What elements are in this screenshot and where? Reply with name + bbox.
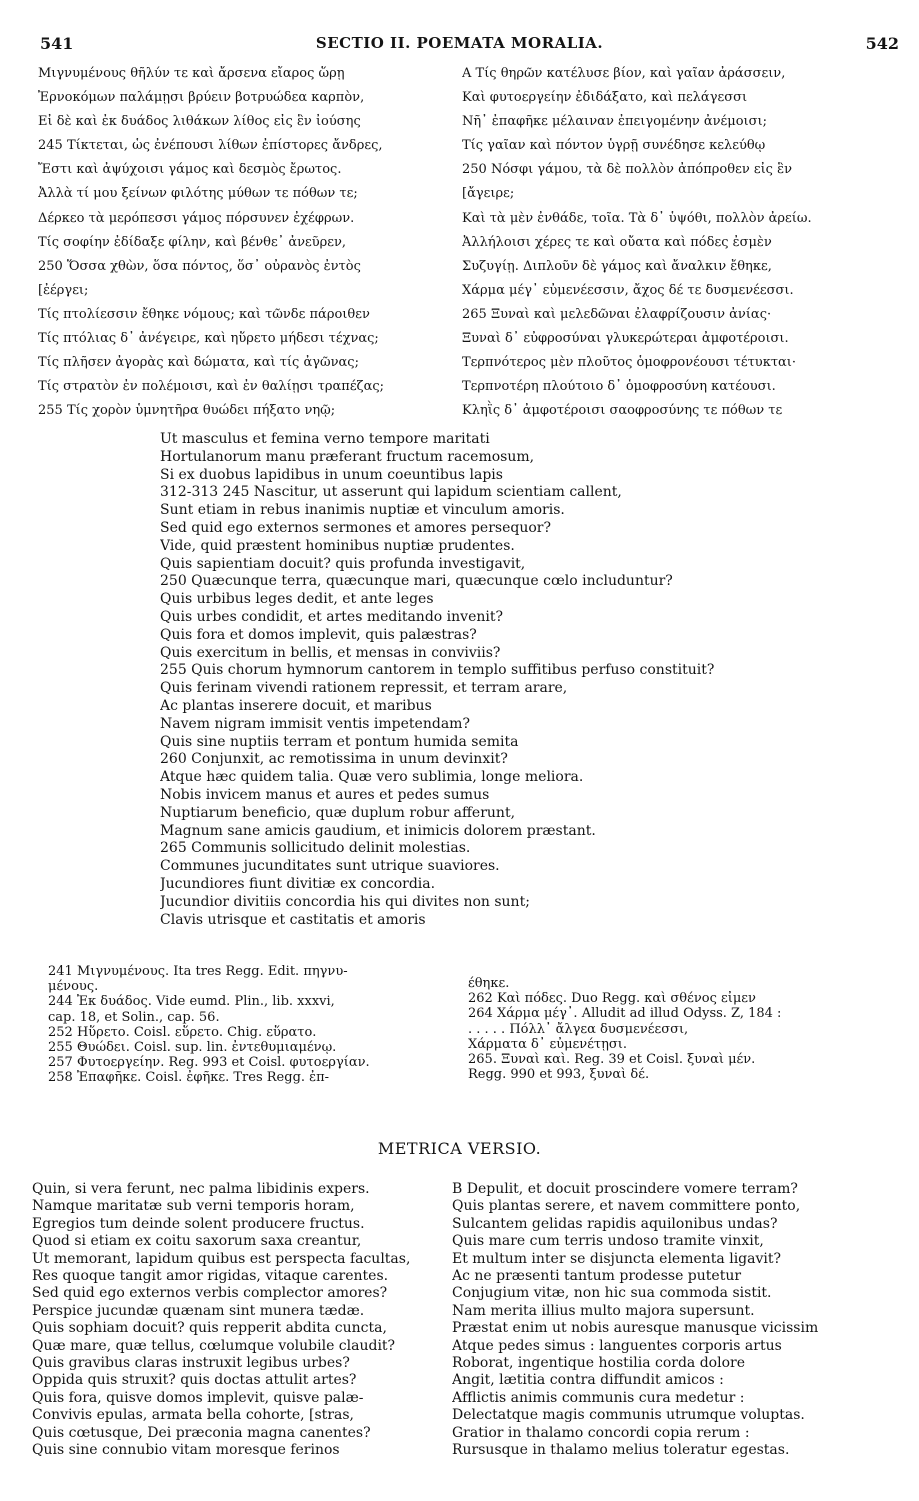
verse-line: Conjugium vitæ, non hic sua commoda sistit.	[452, 1285, 772, 1302]
verse-line: Præstat enim ut nobis auresque manusque vicissim	[452, 1320, 819, 1337]
footnote-line: 262 Καὶ πόδες. Duo Regg. καὶ σθένος εἶμεν	[468, 991, 756, 1007]
verse-line: Quod si etiam ex coitu saxorum saxa creantur,	[32, 1233, 362, 1250]
greek-line: [ἐέργει;	[38, 282, 89, 298]
verse-line: Convivis epulas, armata bella cohorte, [stras,	[32, 1407, 354, 1424]
latin-line: Nobis invicem manus et aures et pedes sumus	[160, 786, 490, 803]
latin-line: Quis urbibus leges dedit, et ante leges	[160, 591, 434, 608]
greek-line: Ἀλλὰ τί μου ξείνων φιλότης μύθων τε πόθων τε;	[38, 186, 358, 202]
verse-line: Quis sine connubio vitam moresque ferinos	[32, 1442, 340, 1459]
greek-line: Εἰ δὲ καὶ ἐκ δυάδος λιθάκων λίθος εἰς ἓν ἰούσης	[38, 114, 361, 130]
footnote-line: cap. 18, et Solin., cap. 56.	[48, 1009, 220, 1025]
latin-line: 260 Conjunxit, ac remotissima in unum devinxit?	[160, 751, 508, 768]
verse-line: Angit, lætitia contra diffundit amicos :	[452, 1372, 724, 1389]
greek-line: Νῆ᾿ ἐπαφῆκε μέλαιναν ἐπειγομένην ἀνέμοισι;	[462, 114, 767, 130]
verse-line: Et multum inter se disjuncta elementa ligavit?	[452, 1250, 781, 1267]
greek-text-left-column	[38, 62, 458, 423]
verse-line: Namque maritatæ sub verni temporis horam,	[32, 1198, 355, 1215]
verse-line: Roborat, ingentique hostilia corda dolore	[452, 1355, 745, 1372]
greek-line: [ἄγειρε;	[462, 186, 515, 202]
latin-line: Jucundior divitiis concordia his qui divites non sunt;	[160, 893, 530, 910]
footnote-line: 241 Μιγνυμένους. Ita tres Regg. Edit. πηγνυ-	[48, 964, 348, 979]
greek-line: Τίς πτολίεσσιν ἔθηκε νόμους; καὶ τῶνδε πάροιθεν	[38, 306, 370, 322]
verse-line: Rursusque in thalamo melius toleratur egestas.	[452, 1442, 790, 1459]
verse-line: Quis mare cum terris undoso tramite vinxit,	[452, 1233, 764, 1250]
greek-line: Καὶ φυτοεργείην ἐδιδάξατο, καὶ πελάγεσσι	[462, 90, 748, 106]
verse-line: Quis sophiam docuit? quis repperit abdita cuncta,	[32, 1320, 387, 1337]
metrica-versio-heading: METRICA VERSIO.	[377, 1139, 542, 1158]
verse-line: Gratior in thalamo concordi copia rerum :	[452, 1424, 750, 1441]
latin-line: Sed quid ego externos sermones et amores persequor?	[160, 519, 551, 536]
metrica-right-column	[452, 1181, 912, 1460]
latin-line: Vide, quid præstent hominibus nuptiæ prudentes.	[160, 537, 515, 554]
greek-line: Τίς πτόλιας δ᾿ ἀνέγειρε, καὶ ηὕρετο μήδεσι τέχνας;	[38, 331, 379, 347]
greek-text-right-column	[462, 62, 902, 423]
greek-line: 265 Ξυναὶ καὶ μελεδῶναι ἐλαφρίζουσιν ἀνίας·	[462, 306, 772, 322]
greek-line: 255 Τίς χορὸν ὑμνητῆρα θυώδει πήξατο νηῷ;	[38, 403, 336, 419]
footnote-line: . . . . . Πόλλ᾿ ἄλγεα δυσμενέεσσι,	[468, 1021, 689, 1037]
latin-line: Hortulanorum manu præferant fructum racemosum,	[160, 448, 535, 465]
verse-line: Ut memorant, lapidum quibus est perspecta facultas,	[32, 1250, 411, 1267]
footnote-line: μένους.	[48, 979, 99, 995]
greek-line: Τίς στρατὸν ἐν πολέμοισι, καὶ ἐν θαλίῃσι τραπέζας;	[38, 379, 385, 395]
greek-line: Μιγνυμένους θῆλύν τε καὶ ἄρσενα εἴαρος ὥρῃ	[38, 66, 345, 81]
greek-line: Ξυναὶ δ᾿ εὐφροσύναι γλυκερώτεραι ἀμφοτέροισι.	[462, 331, 789, 347]
page-number-left: 541	[40, 34, 74, 53]
greek-line: Ἔστι καὶ ἀψύχοισι γάμος καὶ δεσμὸς ἔρωτος.	[38, 162, 342, 178]
latin-line: Si ex duobus lapidibus in unum coeuntibus lapis	[160, 466, 503, 483]
greek-line: Ἐρνοκόμων παλάμῃσι βρύειν βοτρυώδεα καρπὸν,	[38, 90, 365, 106]
latin-line: Quis urbes condidit, et artes meditando invenit?	[160, 608, 503, 625]
latin-line: Clavis utrisque et castitatis et amoris	[160, 911, 426, 928]
verse-line: Quis plantas serere, et navem committere ponto,	[452, 1198, 801, 1215]
latin-line: 265 Communis sollicitudo delinit molestias.	[160, 840, 471, 857]
latin-line: Jucundiores fiunt divitiæ ex concordia.	[160, 875, 436, 892]
greek-line: Ἀλλήλοισι χέρες τε καὶ οὔατα καὶ πόδες ἐσμὲν	[462, 234, 772, 250]
verse-line: Sed quid ego externos verbis complector amores?	[32, 1285, 388, 1302]
verse-line: Oppida quis struxit? quis doctas attulit artes?	[32, 1372, 357, 1389]
latin-line: Atque hæc quidem talia. Quæ vero sublimia, longe meliora.	[160, 769, 584, 786]
running-title: SECTIO II. POEMATA MORALIA.	[315, 34, 604, 52]
footnote-line: Regg. 990 et 993, ξυναὶ δέ.	[468, 1067, 650, 1083]
footnote-line: 264 Χάρμα μέγ᾿. Alludit ad illud Odyss. Z, 184 :	[468, 1006, 782, 1022]
footnote-line: 265. Ξυναὶ καὶ. Reg. 39 et Coisl. ξυναὶ μέν.	[468, 1052, 756, 1068]
footnote-line: 255 Θυώδει. Coisl. sup. lin. ἐντεθυμιαμένῳ.	[48, 1040, 337, 1056]
verse-line: Ac ne præsenti tantum prodesse putetur	[452, 1268, 742, 1285]
verse-line: Res quoque tangit amor rigidas, vitaque carentes.	[32, 1268, 389, 1285]
greek-line: Τίς πλῆσεν ἀγορὰς καὶ δώματα, καὶ τίς ἀγῶνας;	[38, 355, 359, 371]
latin-line: Navem nigram immisit ventis impetendam?	[160, 715, 470, 732]
footnote-line: 244 Ἐκ δυάδος. Vide eumd. Plin., lib. xxxvi,	[48, 994, 335, 1010]
latin-line: 250 Quæcunque terra, quæcunque mari, quæcunque cœlo includuntur?	[160, 573, 673, 590]
greek-line: Τερπνότερος μὲν πλοῦτος ὁμοφρονέουσι τέτυκται·	[462, 355, 797, 371]
verse-line: B Depulit, et docuit proscindere vomere terram?	[452, 1181, 798, 1197]
footnote-line: 258 Ἐπαφῆκε. Coisl. ἐφῆκε. Tres Regg. ἐπ-	[48, 1070, 330, 1086]
latin-line: Nuptiarum beneficio, quæ duplum robur afferunt,	[160, 804, 516, 821]
footnote-line: 252 Ηὕρετο. Coisl. εὕρετο. Chig. εὕρατο.	[48, 1024, 317, 1040]
greek-line: Τίς σοφίην ἐδίδαξε φίλην, καὶ βένθε᾿ ἀνεῦρεν,	[38, 234, 347, 250]
verse-line: Quis fora, quisve domos implevit, quisve palæ-	[32, 1389, 364, 1406]
latin-line: Quis ferinam vivendi rationem repressit, et terram arare,	[160, 680, 568, 697]
greek-line: 250 Νόσφι γάμου, τὰ δὲ πολλὸν ἀπόπροθεν εἰς ἓν	[462, 162, 792, 178]
page-number-right: 542	[865, 34, 899, 53]
verse-line: Delectatque magis communis utrumque voluptas.	[452, 1407, 805, 1424]
greek-line: Χάρμα μέγ᾿ εὐμενέεσσιν, ἄχος δέ τε δυσμενέεσσι.	[462, 282, 794, 298]
latin-line: Quis exercitum in bellis, et mensas in conviviis?	[160, 644, 501, 661]
greek-line: Τίς γαῖαν καὶ πόντον ὑγρῇ συνέδησε κελεύθῳ	[462, 138, 766, 154]
verse-line: Quis gravibus claras instruxit legibus urbes?	[32, 1355, 350, 1372]
footnote-line: 257 Φυτοεργείην. Reg. 993 et Coisl. φυτοεργίαν.	[48, 1055, 370, 1071]
latin-line: Quis sine nuptiis terram et pontum humida semita	[160, 733, 519, 750]
latin-line: Ac plantas inserere docuit, et maribus	[160, 697, 432, 714]
verse-line: Sulcantem gelidas rapidis aquilonibus undas?	[452, 1215, 778, 1232]
greek-line: Δέρκεο τὰ μερόπεσσι γάμος πόρσυνεν ἐχέφρων.	[38, 210, 355, 226]
latin-line: Magnum sane amicis gaudium, et inimicis dolorem præstant.	[160, 822, 596, 839]
latin-prose-translation	[160, 431, 880, 929]
footnote-line: Χάρματα δ᾿ εὐμενέτῃσι.	[468, 1036, 628, 1052]
latin-line: 312-313 245 Nascitur, ut asserunt qui lapidum scientiam callent,	[160, 484, 622, 501]
footnotes-left-column	[48, 964, 458, 1086]
verse-line: Perspice jucundæ quænam sint munera tædæ.	[32, 1302, 365, 1319]
page-header	[0, 30, 919, 60]
verse-line: Afflictis animis communis cura medetur :	[452, 1389, 745, 1406]
greek-line: 250 Ὅσσα χθὼν, ὅσα πόντος, ὅσ᾿ οὐρανὸς ἐντὸς	[38, 258, 361, 274]
latin-line: Ut masculus et femina verno tempore maritati	[160, 431, 490, 447]
verse-line: Quis cœtusque, Dei præconia magna canentes?	[32, 1424, 371, 1441]
footnote-line: έθηκε.	[468, 976, 510, 991]
greek-line: A Τίς θηρῶν κατέλυσε βίον, καὶ γαῖαν ἀράσσειν,	[462, 66, 786, 81]
metrica-left-column	[32, 1181, 452, 1460]
footnotes-right-column	[468, 976, 898, 1082]
latin-line: Sunt etiam in rebus inanimis nuptiæ et vinculum amoris.	[160, 502, 565, 519]
greek-line: 245 Τίκτεται, ὡς ἐνέπουσι λίθων ἐπίστορες ἄνδρες,	[38, 138, 383, 154]
verse-line: Egregios tum deinde solent producere fructus.	[32, 1215, 365, 1232]
verse-line: Nam merita illius multo majora supersunt.	[452, 1302, 755, 1319]
latin-line: Communes jucunditates sunt utrique suaviores.	[160, 858, 500, 875]
latin-line: Quis sapientiam docuit? quis profunda investigavit,	[160, 555, 526, 572]
greek-line: Καὶ τὰ μὲν ἐνθάδε, τοῖα. Τὰ δ᾿ ὑψόθι, πολλὸν ἀρείω.	[462, 210, 812, 226]
verse-line: Atque pedes simus : languentes corporis artus	[452, 1337, 782, 1354]
latin-line: 255 Quis chorum hymnorum cantorem in templo suffitibus perfuso constituit?	[160, 662, 715, 679]
greek-line: Συζυγίῃ. Διπλοῦν δὲ γάμος καὶ ἄναλκιν ἔθηκε,	[462, 258, 772, 274]
verse-line: Quin, si vera ferunt, nec palma libidinis expers.	[32, 1181, 370, 1197]
verse-line: Quæ mare, quæ tellus, cœlumque volubile claudit?	[32, 1337, 396, 1354]
greek-line: Τερπνοτέρη πλούτοιο δ᾿ ὁμοφροσύνη κατέουσι.	[462, 379, 776, 395]
greek-line: Κληῒς δ᾿ ἀμφοτέροισι σαοφροσύνης τε πόθων τε	[462, 403, 783, 419]
latin-line: Quis fora et domos implevit, quis palæstras?	[160, 626, 477, 643]
